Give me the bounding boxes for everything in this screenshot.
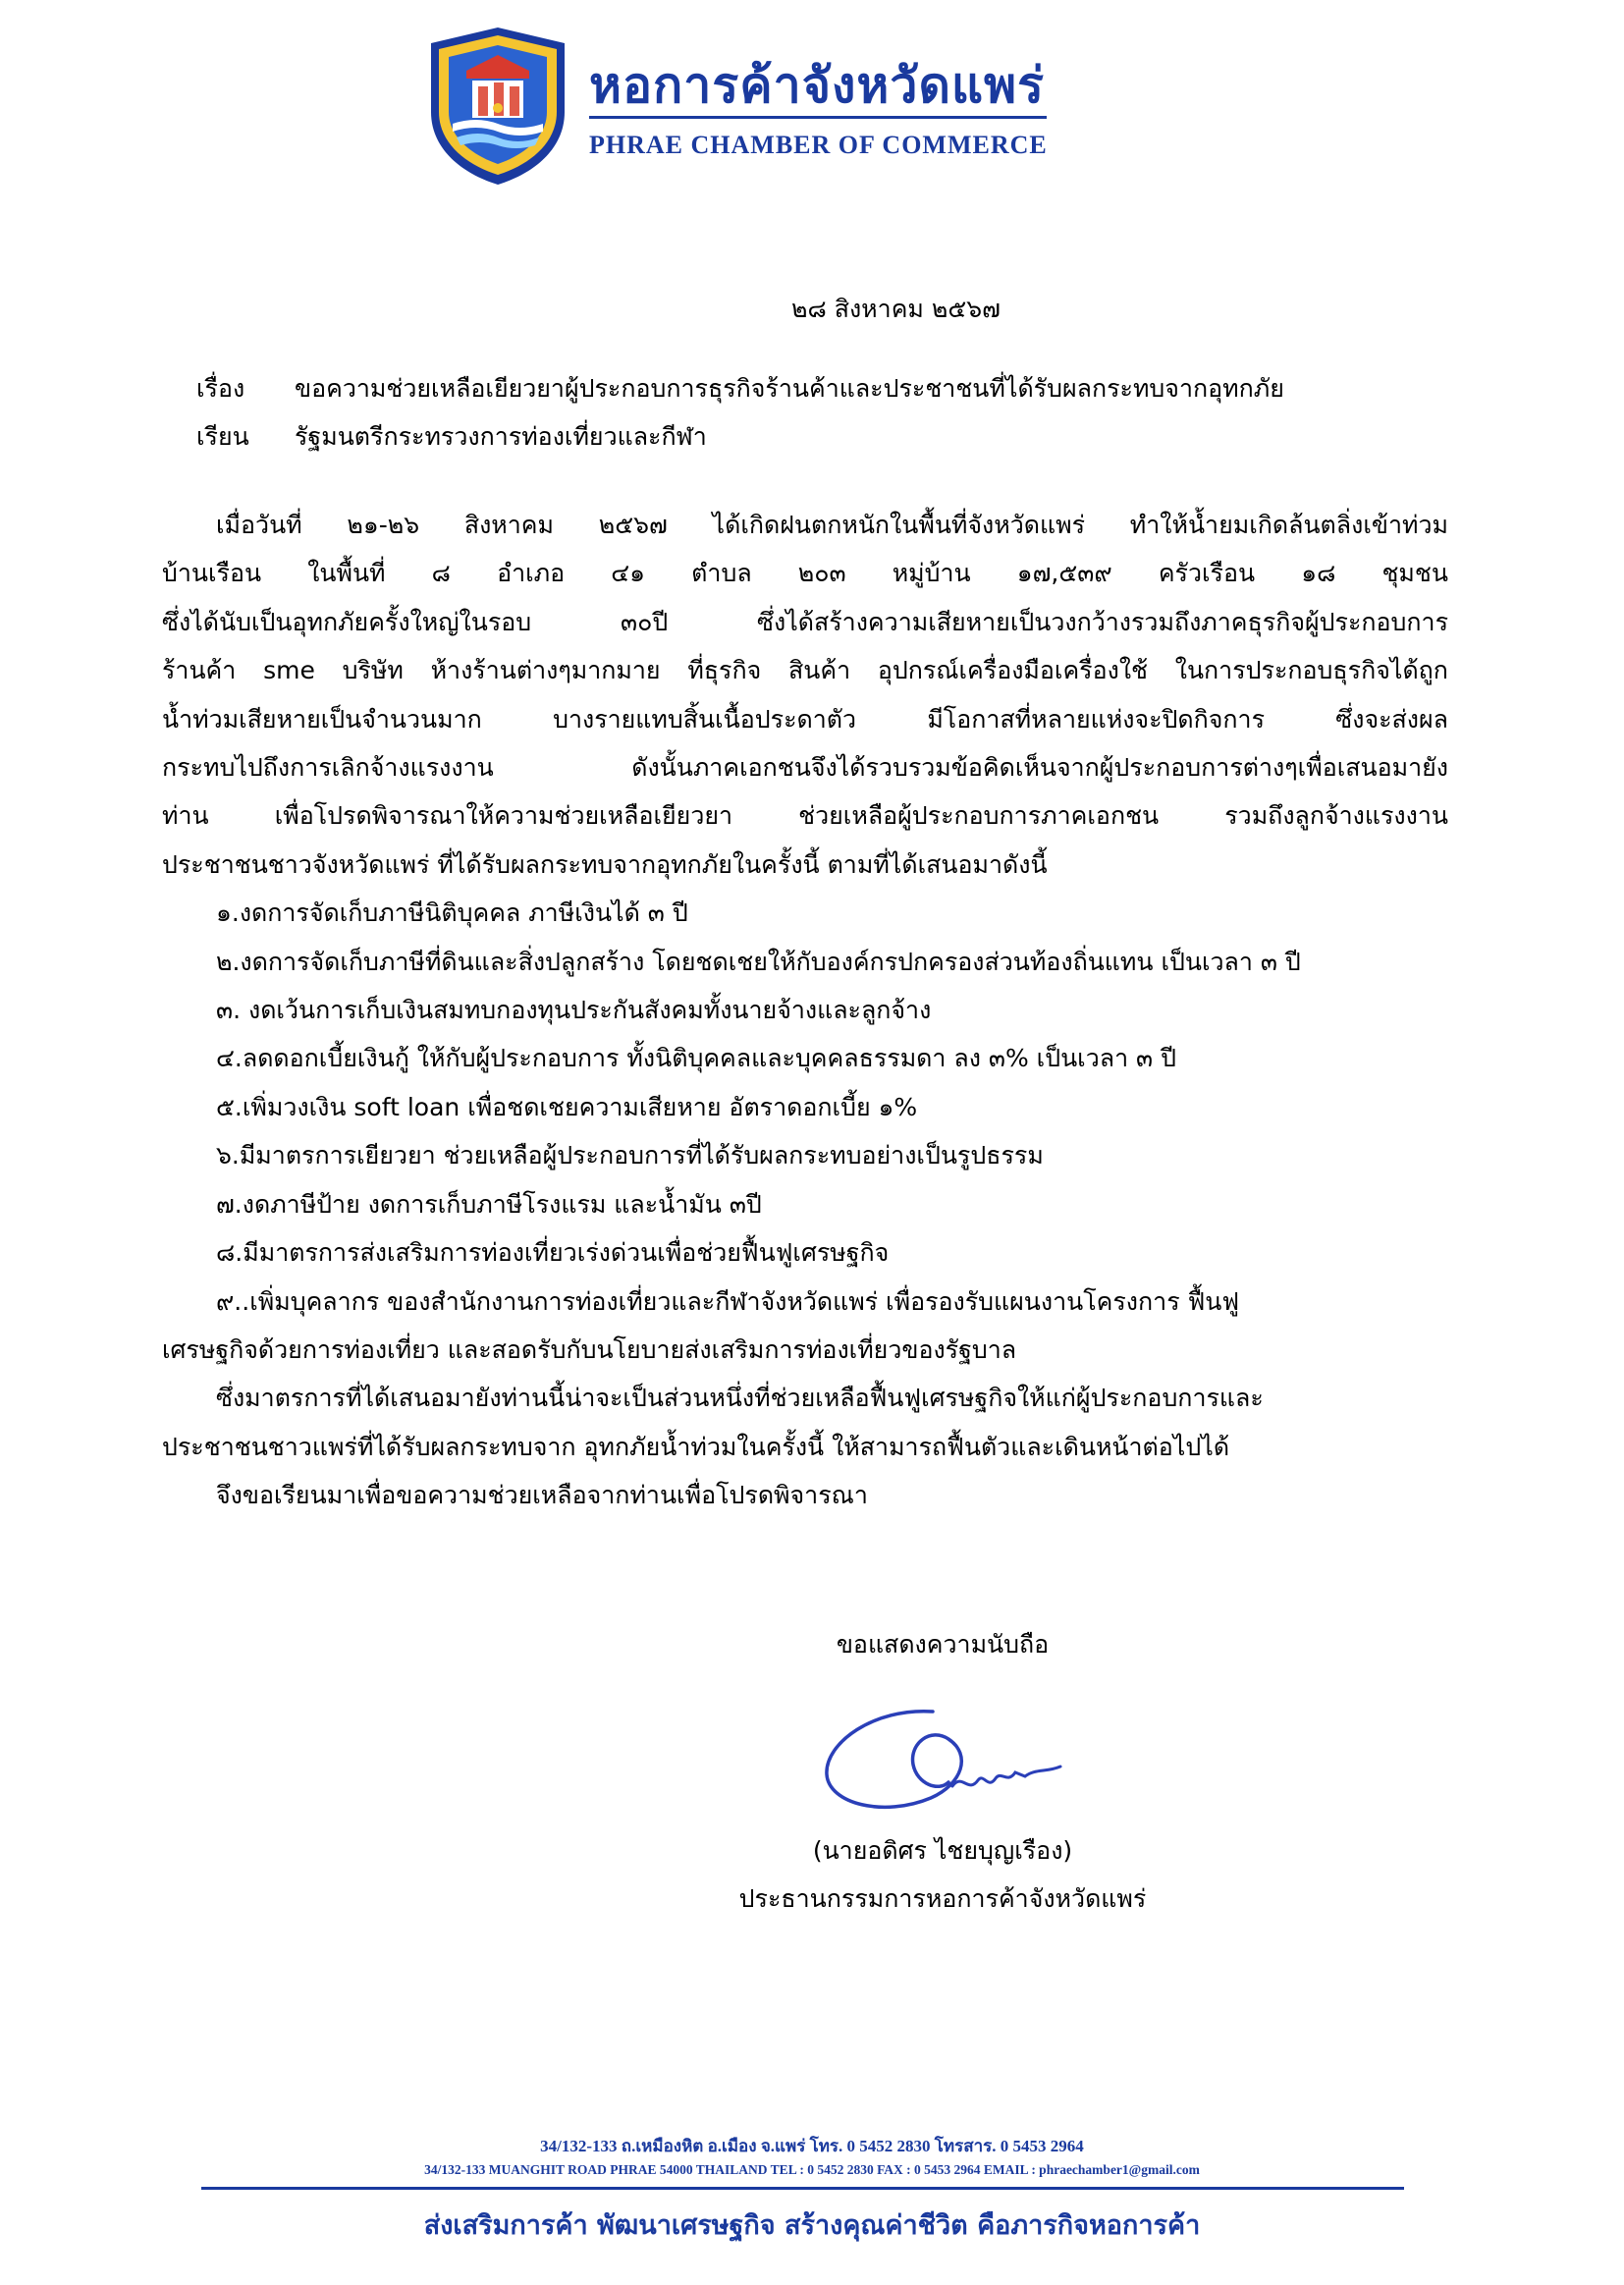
list-item: ๓. งดเว้นการเก็บเงินสมทบกองทุนประกันสังคมทั้งนายจ้างและลูกจ้าง: [216, 996, 932, 1025]
footer-motto: ส่งเสริมการค้า พัฒนาเศรษฐกิจ สร้างคุณค่าชีวิต คือภารกิจหอการค้า: [423, 2210, 1201, 2241]
body-line: เมื่อวันที่ ๒๑-๒๖ สิงหาคม ๒๕๖๗ ได้เกิดฝนตกหนักในพื้นที่จังหวัดแพร่ ทำให้น้ำยมเกิดล้นตลิ่งเข้าท่วม: [216, 511, 1448, 539]
chamber-logo: [417, 22, 579, 189]
org-name-thai: หอการค้าจังหวัดแพร่: [589, 56, 1045, 114]
handwritten-signature: [815, 1704, 1070, 1822]
list-item: ๙..เพิ่มบุคลากร ของสำนักงานการท่องเที่ยวและกีฬาจังหวัดแพร่ เพื่อรองรับแผนงานโครงการ ฟื้นฟู: [216, 1286, 1240, 1316]
list-item: ๘.มีมาตรการส่งเสริมการท่องเที่ยวเร่งด่วนเพื่อช่วยฟื้นฟูเศรษฐกิจ: [216, 1238, 890, 1268]
body-line: กระทบไปถึงการเลิกจ้างแรงงาน ดังนั้นภาคเอกชนจึงได้รวบรวมข้อคิดเห็นจากผู้ประกอบการต่างๆเพื่อเสนอมายัง: [162, 753, 1448, 783]
salutation: ขอแสดงความนับถือ: [836, 1630, 1050, 1659]
list-item-continuation: เศรษฐกิจด้วยการท่องเที่ยว และสอดรับกับนโยบายส่งเสริมการท่องเที่ยวของรัฐบาล: [162, 1334, 1017, 1364]
signer-position: ประธานกรรมการหอการค้าจังหวัดแพร่: [738, 1884, 1147, 1913]
list-item: ๒.งดการจัดเก็บภาษีที่ดินและสิ่งปลูกสร้าง โดยชดเชยให้กับองค์กรปกครองส่วนท้องถิ่นแทน เป็นเวลา ๓ ปี: [216, 947, 1301, 976]
list-item: ๑.งดการจัดเก็บภาษีนิติบุคคล ภาษีเงินได้ ๓ ปี: [216, 898, 688, 928]
list-item: ๖.มีมาตรการเยียวยา ช่วยเหลือผู้ประกอบการที่ได้รับผลกระทบอย่างเป็นรูปธรรม: [216, 1141, 1044, 1170]
letter-date: ๒๘ สิงหาคม ๒๕๖๗: [791, 295, 1001, 323]
body-line: ประชาชนชาวจังหวัดแพร่ ที่ได้รับผลกระทบจากอุทกภัยในครั้งนี้ ตามที่ได้เสนอมาดังนี้: [162, 849, 1048, 879]
closing-line: ซึ่งมาตรการที่ได้เสนอมายังท่านนี้น่าจะเป็นส่วนหนึ่งที่ช่วยเหลือฟื้นฟูเศรษฐกิจให้แก่ผู้ประกอบการและ: [216, 1384, 1264, 1413]
closing-line: ประชาชนชาวแพร่ที่ได้รับผลกระทบจาก อุทกภัยน้ำท่วมในครั้งนี้ ให้สามารถฟื้นตัวและเดินหน้าต่อไปได้: [162, 1432, 1230, 1461]
signer-name: (นายอดิศร ไชยบุญเรือง): [812, 1836, 1073, 1865]
header-rule: [589, 116, 1047, 119]
list-item: ๔.ลดดอกเบี้ยเงินกู้ ให้กับผู้ประกอบการ ทั้งนิติบุคคลและบุคคลธรรมดา ลง ๓% เป็นเวลา ๓ ปี: [216, 1044, 1176, 1073]
body-line: ซึ่งได้นับเป็นอุทกภัยครั้งใหญ่ในรอบ ๓๐ปี ซึ่งได้สร้างความเสียหายเป็นวงกว้างรวมถึงภาคธุรกิจผู้ประกอบการ: [162, 607, 1448, 636]
letter-body: [162, 501, 1448, 1520]
recipient-label: เรียน: [196, 422, 249, 451]
body-line: น้ำท่วมเสียหายเป็นจำนวนมาก บางรายแทบสิ้นเนื้อประดาตัว มีโอกาสที่หลายแห่งจะปิดกิจการ ซึ่งจะส่งผล: [162, 704, 1448, 734]
footer-address-english: 34/132-133 MUANGHIT ROAD PHRAE 54000 THAILAND TEL : 0 5452 2830 FAX : 0 5453 2964 EMAIL : phraechamber1@gmail.com: [424, 2162, 1200, 2177]
closing-line: จึงขอเรียนมาเพื่อขอความช่วยเหลือจากท่านเพื่อโปรดพิจารณา: [216, 1481, 868, 1510]
org-name-english: PHRAE CHAMBER OF COMMERCE: [589, 131, 1048, 159]
list-item: ๕.เพิ่มวงเงิน soft loan เพื่อชดเชยความเสียหาย อัตราดอกเบี้ย ๑%: [216, 1092, 918, 1121]
list-item: ๗.งดภาษีป้าย งดการเก็บภาษีโรงแรม และน้ำมัน ๓ปี: [216, 1189, 762, 1219]
subject-label: เรื่อง: [196, 374, 245, 403]
body-line: บ้านเรือน ในพื้นที่ ๘ อำเภอ ๔๑ ตำบล ๒๐๓ หมู่บ้าน ๑๗,๕๓๙ ครัวเรือน ๑๘ ชุมชน: [162, 559, 1448, 588]
body-line: ท่าน เพื่อโปรดพิจารณาให้ความช่วยเหลือเยียวยา ช่วยเหลือผู้ประกอบการภาคเอกชน รวมถึงลูกจ้างแรงงาน: [162, 801, 1448, 831]
subject-text: ขอความช่วยเหลือเยียวยาผู้ประกอบการธุรกิจร้านค้าและประชาชนที่ได้รับผลกระทบจากอุทกภัย: [295, 374, 1284, 403]
body-line: ร้านค้า sme บริษัท ห้างร้านต่างๆมากมาย ที่ธุรกิจ สินค้า อุปกรณ์เครื่องมือเครื่องใช้ ในการประกอบธุรกิจได้ถูก: [162, 656, 1448, 685]
footer-address-thai: 34/132-133 ถ.เหมืองหิต อ.เมือง จ.แพร่ โทร. 0 5452 2830 โทรสาร. 0 5453 2964: [540, 2137, 1084, 2155]
footer-rule: [201, 2187, 1404, 2190]
recipient-text: รัฐมนตรีกระทรวงการท่องเที่ยวและกีฬา: [295, 422, 707, 451]
